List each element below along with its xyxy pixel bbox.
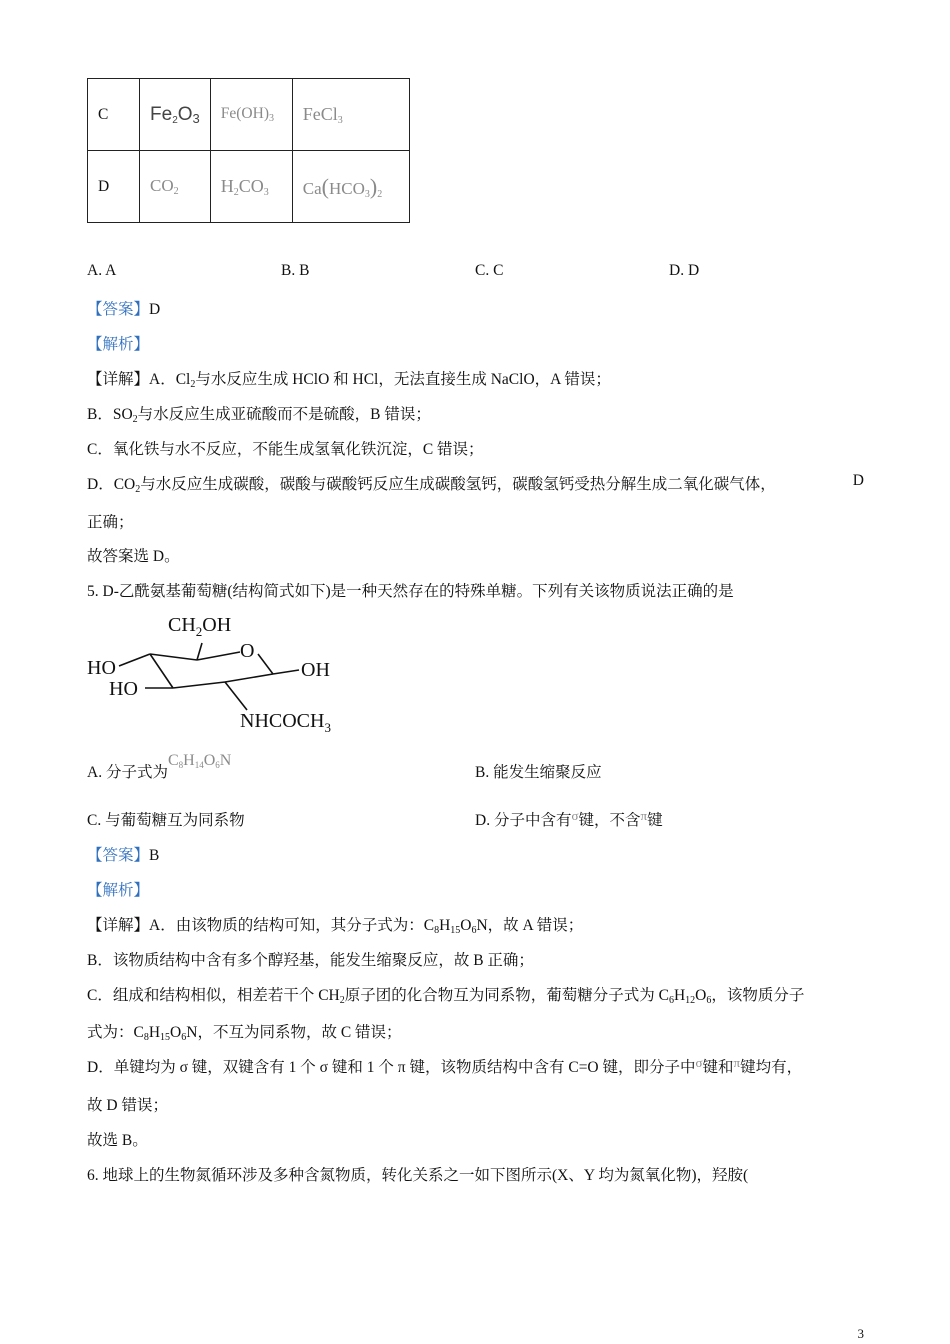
option-b: B. B (281, 262, 310, 279)
option-c: C. 与葡萄糖互为同系物 (87, 812, 245, 829)
option-d: D. 分子中含有$^\sigma$键，不含$^\pi$键 (475, 808, 663, 829)
option-c: C. C (475, 262, 504, 279)
option-a: A. A (87, 262, 117, 279)
detail-line: C．氧化铁与水不反应，不能生成氢氧化铁沉淀，C 错误； (87, 441, 484, 458)
nhcoch3-label: $NHCOCH_3$ (240, 710, 331, 735)
question-stem: 6. 地球上的生物氮循环涉及多种含氮物质，转化关系之一如下图所示(X、Y 均为氮氧化物)，羟胺( (87, 1167, 749, 1184)
formula-cell: FeCl$_3$ (292, 79, 409, 151)
detail-line: 故 D 错误； (87, 1097, 168, 1114)
detail-line: 【详解】A．由该物质的结构可知，其分子式为：$C_8H_{15}O_6N$，故 A 错误； (87, 917, 584, 936)
detail-line: D．$CO_2$与水反应生成碳酸，碳酸与碳酸钙反应生成碳酸氢钙，碳酸氢钙受热分解生成二氧化碳气体， D (87, 472, 864, 495)
formula-cell: $H_2CO_3$ (210, 151, 292, 223)
table-row (88, 151, 410, 223)
conclusion: 故答案选 D。 (87, 548, 180, 565)
ho-lower-label: HO (109, 678, 138, 700)
detail-line: B．$SO_2$与水反应生成亚硫酸而不是硫酸，B 错误； (87, 406, 431, 425)
analysis-heading: 【解析】 (87, 336, 150, 353)
formula-cell: $Fe_2O_3$ (140, 79, 211, 151)
detail-line: C．组成和结构相似，相差若干个 $CH_2$原子团的化合物互为同系物，葡萄糖分子式为 $C_6H_{12}O_6$，该物质分子 (87, 987, 805, 1006)
formula-cell: $CO_2$ (140, 151, 211, 223)
row-label: D (88, 151, 140, 223)
ch2oh-label: $CH_2OH$ (168, 614, 232, 639)
detail-line: D．单键均为 σ 键，双键含有 1 个 σ 键和 1 个 π 键，该物质结构中含有 C=O 键，即分子中$^\sigma$键和$^\pi$键均有， (87, 1055, 803, 1076)
question-stem: 5. D-乙酰氨基葡萄糖(结构简式如下)是一种天然存在的特殊单糖。下列有关该物质说法正确的是 (87, 583, 734, 600)
detail-line: 【详解】A．$Cl_2$与水反应生成 HClO 和 HCl，无法直接生成 NaClO，A 错误； (87, 371, 611, 390)
table-row (88, 79, 410, 151)
detail-line: 式为：$C_8H_{15}O_6N$，不互为同系物，故 C 错误； (87, 1024, 402, 1043)
answer-line: 【答案】D (87, 301, 161, 318)
oh-right-label: OH (301, 659, 330, 681)
row-label: C (88, 79, 140, 151)
option-a: A. 分子式为$C_8H_{14}O_6N$ (87, 752, 232, 781)
option-b: B. 能发生缩聚反应 (475, 764, 602, 781)
detail-line: B．该物质结构中含有多个醇羟基，能发生缩聚反应，故 B 正确； (87, 952, 534, 969)
answer-line: 【答案】B (87, 847, 160, 864)
formula-cell: $Ca(HCO_3)_2$ (292, 151, 409, 223)
options-table (87, 78, 410, 223)
analysis-heading: 【解析】 (87, 882, 150, 899)
page-number: 3 (857, 1326, 864, 1341)
detail-line: 正确； (87, 514, 134, 531)
formula-cell: $Fe(OH)_3$ (210, 79, 292, 151)
ho-left-label: HO (87, 657, 116, 679)
structure-diagram (85, 610, 350, 735)
option-d: D. D (669, 262, 700, 279)
conclusion: 故选 B。 (87, 1132, 148, 1149)
ring-oxygen-label: O (240, 640, 255, 662)
